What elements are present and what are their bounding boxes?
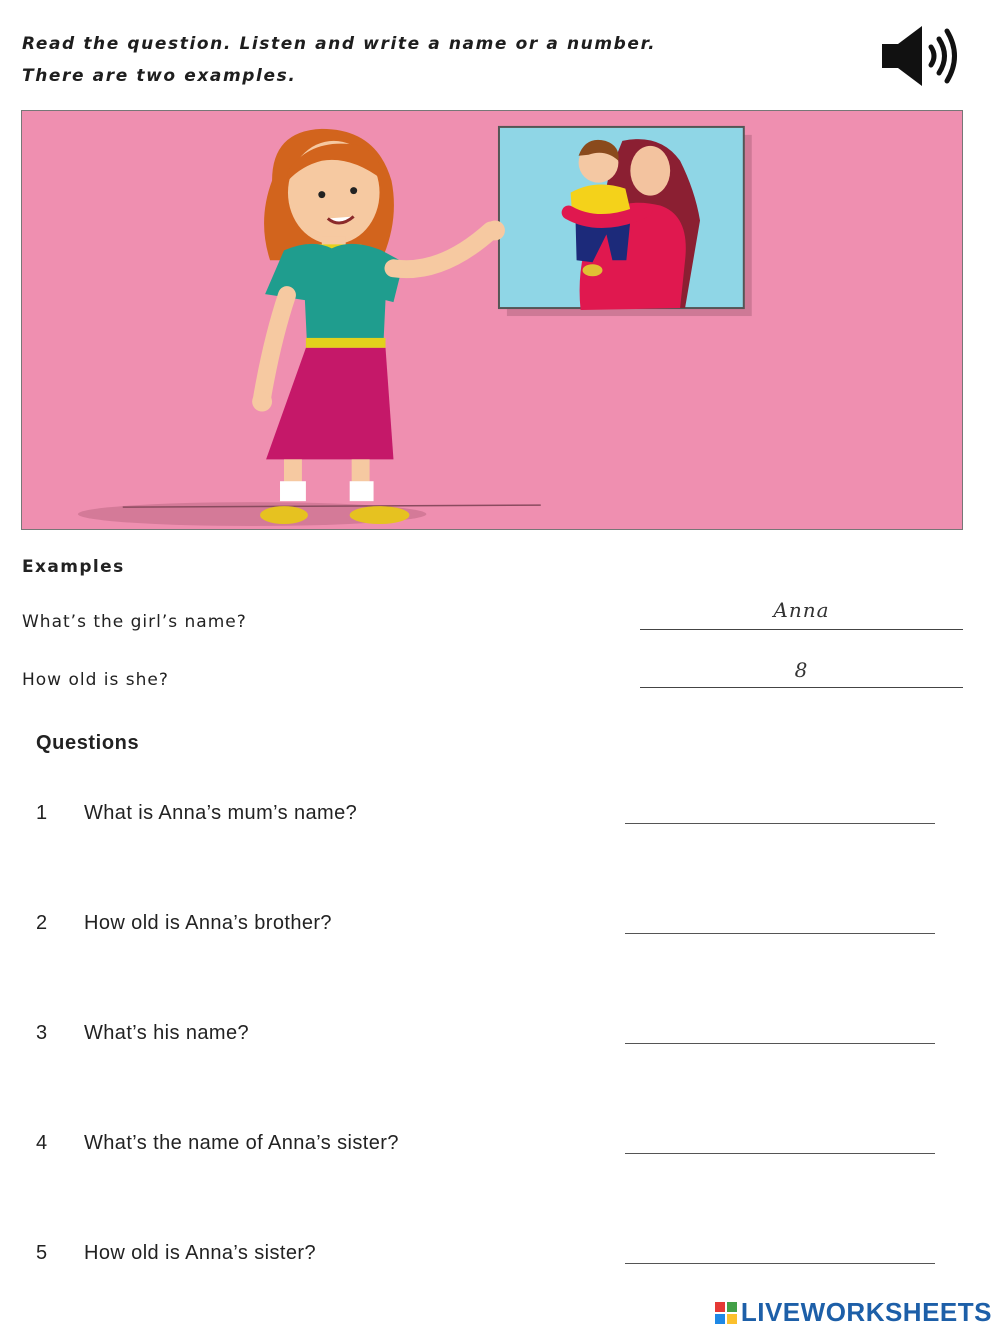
- example-answer-line: [640, 629, 963, 630]
- illustration-panel: [21, 110, 963, 530]
- example-answer-line: [640, 687, 963, 688]
- question-number: 2: [36, 912, 48, 934]
- questions-heading: Questions: [36, 732, 140, 754]
- question-row: [0, 1022, 1000, 1062]
- girl-showing-family-photo-illustration: [22, 111, 962, 529]
- audio-play-button[interactable]: [878, 22, 964, 90]
- question-row: [0, 1242, 1000, 1282]
- answer-input-3[interactable]: [625, 1016, 935, 1044]
- question-row: [0, 1132, 1000, 1172]
- instruction-line-2: There are two examples.: [22, 66, 297, 86]
- question-number: 3: [36, 1022, 48, 1044]
- speaker-icon: [878, 22, 964, 90]
- question-row: [0, 802, 1000, 842]
- example-answer: 8: [794, 658, 809, 682]
- question-number: 4: [36, 1132, 48, 1154]
- example-question: How old is she?: [22, 670, 169, 690]
- question-text: How old is Anna’s brother?: [84, 912, 332, 934]
- question-number: 5: [36, 1242, 48, 1264]
- question-row: [0, 912, 1000, 952]
- question-text: How old is Anna’s sister?: [84, 1242, 316, 1264]
- brand-name: LIVEWORKSHEETS: [740, 1297, 992, 1327]
- example-question: What’s the girl’s name?: [22, 612, 247, 632]
- example-answer: Anna: [773, 598, 830, 622]
- liveworksheets-brand[interactable]: [715, 1297, 992, 1328]
- question-number: 1: [36, 802, 48, 824]
- question-text: What’s the name of Anna’s sister?: [84, 1132, 399, 1154]
- question-text: What’s his name?: [84, 1022, 249, 1044]
- answer-input-5[interactable]: [625, 1236, 935, 1264]
- answer-input-2[interactable]: [625, 906, 935, 934]
- liveworksheets-logo-icon: [715, 1302, 737, 1324]
- instruction-line-1: Read the question. Listen and write a name or a number.: [22, 34, 657, 54]
- question-text: What is Anna’s mum’s name?: [84, 802, 358, 824]
- examples-heading: Examples: [22, 557, 125, 577]
- answer-input-4[interactable]: [625, 1126, 935, 1154]
- answer-input-1[interactable]: [625, 796, 935, 824]
